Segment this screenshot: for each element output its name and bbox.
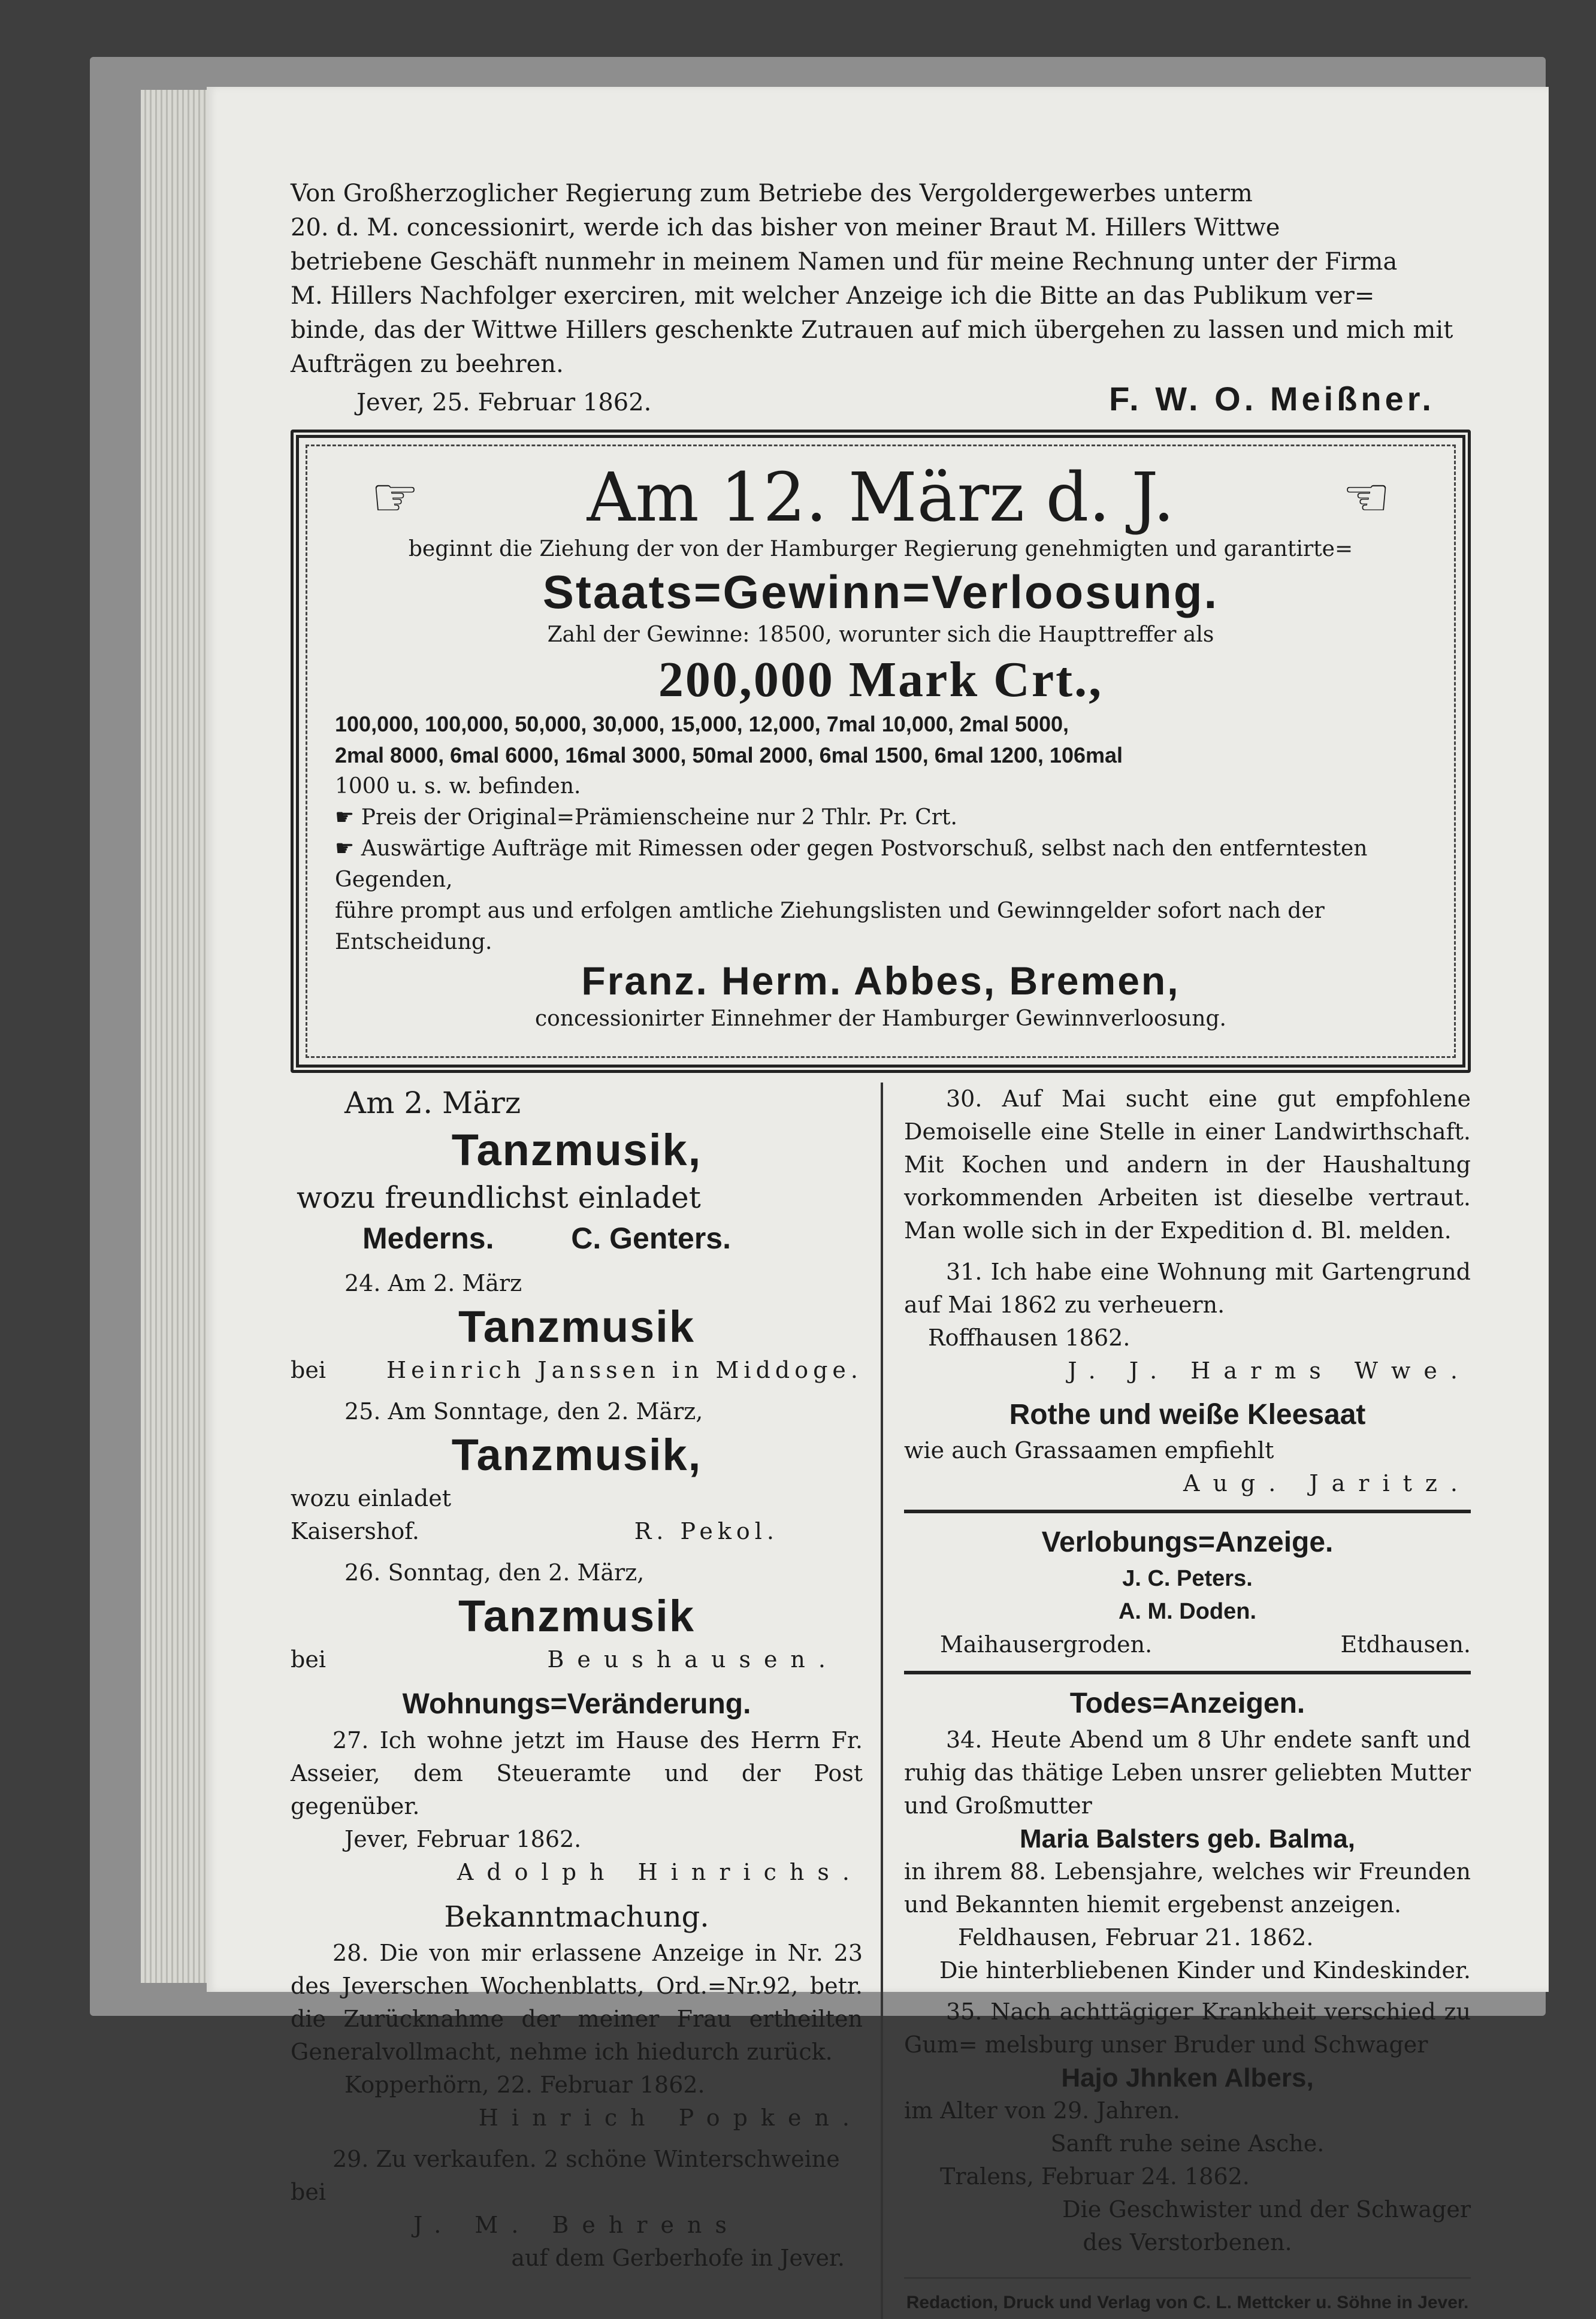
ad-signature: Aug. Jaritz. [1183, 1470, 1471, 1496]
right-column [881, 1083, 1471, 2319]
lottery-prizes: 2mal 8000, 6mal 6000, 16mal 3000, 50mal 2000, 6mal 1500, 6mal 1200, 106mal [335, 743, 1123, 767]
lottery-advertisement [291, 430, 1471, 1073]
ad-place: auf dem Gerberhofe in Jever. [511, 2245, 845, 2271]
intro-line: binde, das der Wittwe Hillers geschenkte Zutrauen auf mich übergehen zu lassen und mich mit [291, 316, 1453, 344]
lottery-orders-text: Auswärtige Aufträge mit Rimessen oder gegen Postvorschuß, selbst nach den entferntesten Gegenden, [335, 836, 1368, 892]
lottery-name: Staats=Gewinn=Verloosung. [542, 566, 1219, 618]
lottery-price-text: Preis der Original=Prämienscheine nur 2 Thlr. Pr. Crt. [361, 805, 957, 830]
intro-line: betriebene Geschäft nunmehr in meinem Namen und für meine Rechnung unter der Firma [291, 248, 1398, 276]
ad-signature: J. J. Harms Wwe. [1068, 1357, 1471, 1384]
ad-name: Maria Balsters geb. Balma, [1019, 1824, 1355, 1854]
intro-place-date: Jever, 25. Februar 1862. [356, 389, 652, 416]
ad-line: 26. Sonntag, den 2. März, [344, 1559, 645, 1586]
lottery-seller: Franz. Herm. Abbes, Bremen, [581, 959, 1180, 1003]
intro-notice [291, 177, 1471, 420]
ad-line: 24. Am 2. März [344, 1270, 522, 1296]
ad-place: Etdhausen. [1340, 1631, 1471, 1658]
ad-date: Kopperhörn, 22. Februar 1862. [344, 2072, 705, 2098]
section-divider [904, 1671, 1471, 1674]
ad-text: 34. Heute Abend um 8 Uhr endete sanft und ruhig das thätige Leben unsrer geliebten Mutter und Großmutter [904, 1727, 1471, 1819]
ad-signature: C. Genters. [571, 1222, 731, 1255]
ad-heading: Rothe und weiße Kleesaat [1009, 1399, 1366, 1431]
intro-line: Aufträgen zu beehren. [291, 350, 564, 378]
lottery-amount: 200,000 Mark Crt., [658, 652, 1104, 708]
intro-signature: F. W. O. Meißner. [1109, 380, 1435, 418]
ad-signature: Heinrich Janssen in Middoge. [386, 1357, 863, 1383]
intro-line: Von Großherzoglicher Regierung zum Betriebe des Vergoldergewerbes unterm [291, 180, 1253, 207]
ad-text: 27. Ich wohne jetzt im Hause des Herrn Fr. Asseier, dem Steueramte und der Post gegenüber. [291, 1727, 863, 1819]
ad-text: bei [291, 1357, 326, 1383]
ad-heading: Verlobungs=Anzeige. [1041, 1526, 1334, 1558]
ad-signature: Adolph Hinrichs. [457, 1859, 863, 1885]
ad-signature: des Verstorbenen. [1083, 2229, 1292, 2255]
section-divider [904, 1510, 1471, 1513]
pointing-hand-icon: ☛ [335, 836, 355, 861]
ad-text: in ihrem 88. Lebensjahre, welches wir Freunden und Bekannten hiemit ergebenst anzeigen. [904, 1858, 1471, 1918]
ad-date: Am 2. März [344, 1086, 521, 1120]
ad-signature: J. M. Behrens [413, 2212, 740, 2238]
lottery-title: Am 12. März d. J. [587, 459, 1175, 537]
imprint-footer: Redaction, Druck und Verlag von C. L. Mettcker u. Söhne in Jever. [904, 2277, 1471, 2319]
ad-name: J. C. Peters. [1122, 1566, 1253, 1591]
lottery-line: Zahl der Gewinne: 18500, worunter sich die Haupttreffer als [547, 622, 1214, 647]
pointing-hand-right-icon: ☞ [371, 466, 419, 529]
ad-text: wozu einladet [291, 1485, 451, 1511]
ad-date: Feldhausen, Februar 21. 1862. [958, 1924, 1314, 1951]
ad-place: Kaisershof. [291, 1518, 419, 1544]
ad-heading: Tanzmusik [458, 1591, 695, 1641]
ad-line: 25. Am Sonntage, den 2. März, [344, 1398, 703, 1425]
ad-heading: Wohnungs=Veränderung. [402, 1688, 751, 1720]
ad-text: im Alter von 29. Jahren. [904, 2097, 1180, 2124]
lottery-orders [335, 833, 1426, 896]
ad-name: A. M. Doden. [1118, 1599, 1257, 1624]
ad-text: 30. Auf Mai sucht eine gut empfohlene Demoiselle eine Stelle in einer Landwirthschaft. Mit Kochen und andern in der Haushaltung vorkommenden Arbeiten ist dieselbe vertraut. Man wolle sich in der Expedition d. Bl. melden. [904, 1086, 1471, 1244]
page-content [291, 177, 1471, 2312]
intro-line: M. Hillers Nachfolger exerciren, mit welcher Anzeige ich die Bitte an das Publikum ver= [291, 282, 1375, 310]
ad-text: Sanft ruhe seine Asche. [1050, 2130, 1325, 2157]
ad-text: bei [291, 1646, 326, 1673]
ad-date: Jever, Februar 1862. [344, 1826, 582, 1852]
ad-text: wozu freundlichst einladet [297, 1180, 701, 1215]
ad-place: Roffhausen 1862. [928, 1325, 1130, 1351]
ad-text: wie auch Grassaamen empfiehlt [904, 1437, 1274, 1464]
lottery-seller-sub: concessionirter Einnehmer der Hamburger Gewinnverloosung. [535, 1006, 1226, 1031]
page-edges [141, 90, 213, 1983]
two-column-ads [291, 1083, 1471, 2319]
lottery-prizes: 100,000, 100,000, 50,000, 30,000, 15,000, 12,000, 7mal 10,000, 2mal 5000, [335, 712, 1069, 736]
left-column [291, 1083, 881, 2319]
ad-signature: R. Pekol. [634, 1518, 779, 1544]
intro-line: 20. d. M. concessionirt, werde ich das bisher von meiner Braut M. Hillers Wittwe [291, 214, 1280, 241]
ad-heading: Todes=Anzeigen. [1069, 1688, 1305, 1719]
ad-place: Beushausen. [547, 1646, 839, 1673]
lottery-price [335, 802, 1426, 833]
lottery-line: beginnt die Ziehung der von der Hamburger Regierung genehmigten und garantirte= [408, 537, 1353, 561]
lottery-orders: führe prompt aus und erfolgen amtliche Ziehungslisten und Gewinngelder sofort nach der Entscheidung. [335, 899, 1325, 954]
ad-heading: Bekanntmachung. [444, 1900, 709, 1934]
ad-place: Mederns. [362, 1222, 494, 1255]
pointing-hand-left-icon: ☜ [1342, 466, 1391, 529]
ad-text: 31. Ich habe eine Wohnung mit Gartengrund auf Mai 1862 zu verheuern. [904, 1259, 1471, 1318]
ad-heading: Tanzmusik, [451, 1125, 702, 1175]
ad-date: Tralens, Februar 24. 1862. [940, 2163, 1250, 2190]
pointing-hand-icon: ☛ [335, 805, 355, 830]
ad-name: Hajo Jhnken Albers, [1061, 2063, 1314, 2093]
ad-signature: Die Geschwister und der Schwager [1062, 2196, 1471, 2223]
ad-heading: Tanzmusik, [451, 1430, 702, 1480]
ad-text: 29. Zu verkaufen. 2 schöne Winterschweine bei [291, 2146, 840, 2205]
newspaper-page [207, 87, 1549, 2312]
ad-text: 35. Nach achttägiger Krankheit verschied zu Gum= melsburg unser Bruder und Schwager [904, 1998, 1471, 2058]
ad-place: Maihausergroden. [940, 1631, 1153, 1658]
ad-signature: Hinrich Popken. [478, 2105, 863, 2131]
ad-heading: Tanzmusik [458, 1302, 695, 1352]
lottery-prizes: 1000 u. s. w. befinden. [335, 774, 581, 799]
ad-signature: Die hinterbliebenen Kinder und Kindeskinder. [939, 1957, 1471, 1984]
ad-text: 28. Die von mir erlassene Anzeige in Nr. 23 des Jeverschen Wochenblatts, Ord.=Nr.92, betr. die Zurücknahme der meiner Frau ertheilten Generalvollmacht, nehme ich hiedurch zurück. [291, 1940, 863, 2065]
